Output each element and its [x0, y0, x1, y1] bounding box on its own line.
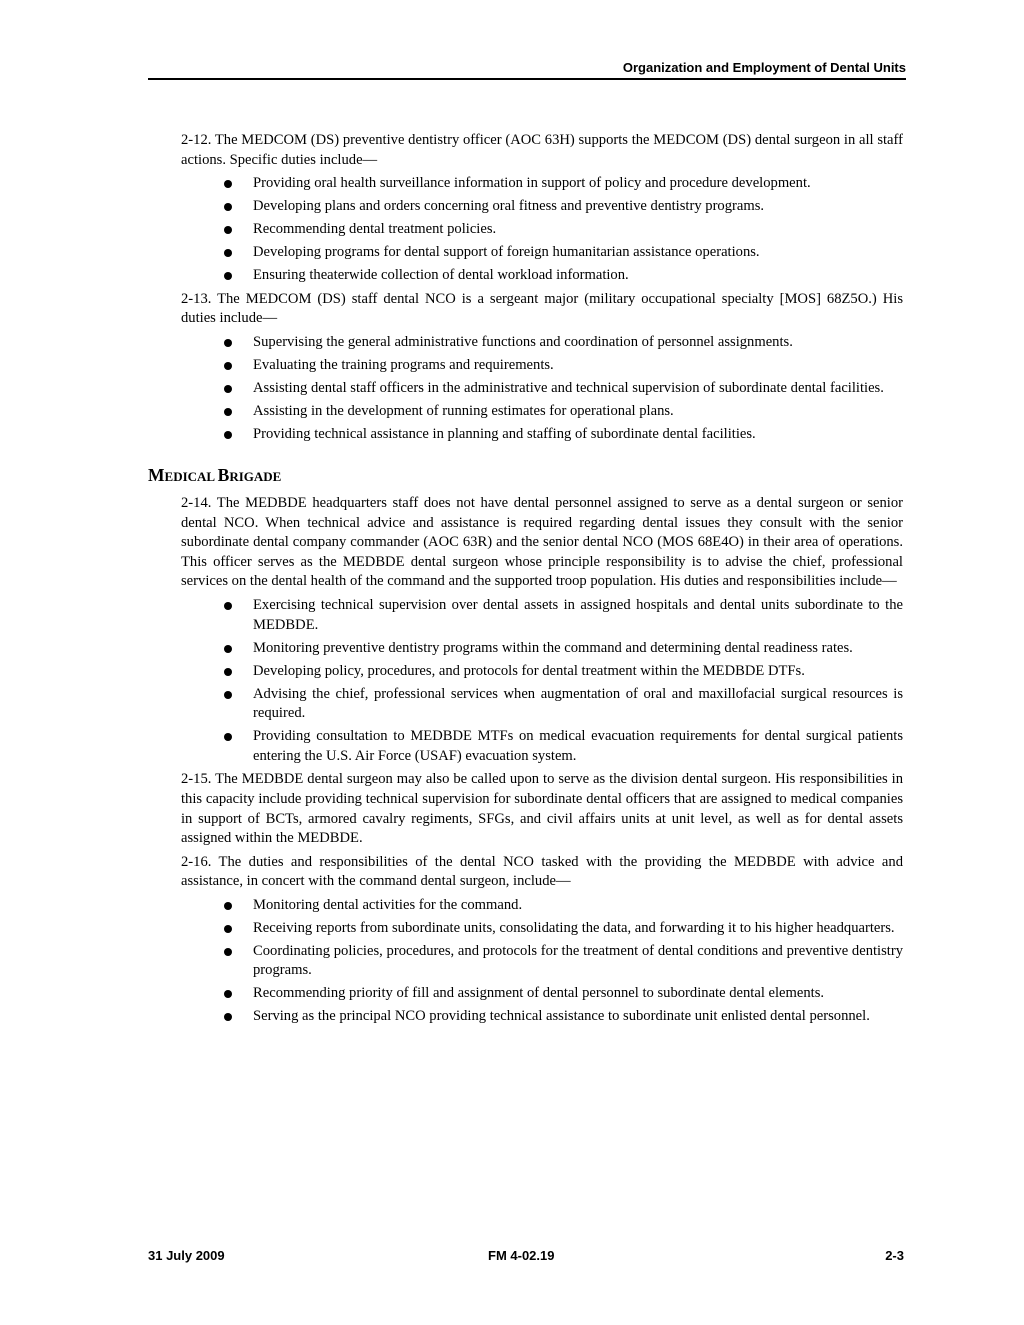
list-item-text: Providing technical assistance in planning and staffing of subordinate dental facilities. [253, 425, 756, 442]
bullet-dot-icon [224, 990, 232, 998]
bullet-list [181, 596, 903, 766]
list-item [253, 984, 903, 1004]
bullet-dot-icon [224, 249, 232, 257]
list-item [253, 685, 903, 724]
list-item-text: Assisting dental staff officers in the administrative and technical supervision of subordinate dental facilities. [253, 379, 884, 396]
bullet-dot-icon [224, 602, 232, 610]
running-header [148, 60, 906, 80]
bullet-dot-icon [224, 948, 232, 956]
list-item-text: Exercising technical supervision over dental assets in assigned hospitals and dental units subordinate to the MEDBDE. [253, 597, 903, 633]
paragraph: 2-12. The MEDCOM (DS) preventive dentistry officer (AOC 63H) supports the MEDCOM (DS) dental surgeon in all staff actions. Specific duties include— [181, 132, 903, 168]
list-item-text: Supervising the general administrative functions and coordination of personnel assignments. [253, 333, 793, 350]
list-item [253, 1007, 903, 1027]
bullet-dot-icon [224, 645, 232, 653]
list-item-text: Developing programs for dental support of foreign humanitarian assistance operations. [253, 244, 760, 261]
footer-manual: FM 4-02.19 [488, 1248, 555, 1263]
list-item-text: Assisting in the development of running estimates for operational plans. [253, 402, 674, 419]
list-item-text: Ensuring theaterwide collection of dental workload information. [253, 267, 629, 284]
list-item-text: Providing consultation to MEDBDE MTFs on medical evacuation requirements for dental surgical patients entering the U.S. Air Force (USAF) evacuation system. [253, 728, 903, 764]
paragraph: 2-15. The MEDBDE dental surgeon may also be called upon to serve as the division dental surgeon. His responsibilities in this capacity include providing technical supervision for subordinate dental officers that are assigned to medical companies in support of BCTs, armored cavalry regiments, SFGs, and civil affairs units at unit level, as well as for dental assets assigned within the MEDBDE. [181, 771, 903, 847]
list-item [253, 220, 903, 240]
bullet-dot-icon [224, 902, 232, 910]
heading-rest-b: RIGADE [229, 469, 282, 485]
page-footer [148, 1248, 904, 1266]
bullet-dot-icon [224, 668, 232, 676]
bullet-dot-icon [224, 203, 232, 211]
list-item [253, 197, 903, 217]
bullet-list [181, 174, 903, 286]
footer-page-number: 2-3 [885, 1248, 904, 1263]
bullet-list [181, 896, 903, 1027]
medical-brigade-section [181, 494, 903, 1027]
heading-initial-m: M [148, 465, 165, 486]
footer-date: 31 July 2009 [148, 1248, 225, 1263]
list-item-text: Monitoring dental activities for the command. [253, 896, 523, 913]
bullet-dot-icon [224, 385, 232, 393]
list-item-text: Serving as the principal NCO providing technical assistance to subordinate unit enlisted dental personnel. [253, 1008, 870, 1025]
bullet-dot-icon [224, 180, 232, 188]
heading-rest-m: EDICAL [164, 469, 218, 485]
list-item-text: Developing plans and orders concerning oral fitness and preventive dentistry programs. [253, 198, 765, 215]
bullet-dot-icon [224, 691, 232, 699]
list-item [253, 174, 903, 194]
list-item [253, 727, 903, 766]
heading-initial-b: B [217, 465, 230, 486]
list-item [253, 333, 903, 353]
bullet-dot-icon [224, 431, 232, 439]
bullet-dot-icon [224, 226, 232, 234]
list-item-text: Coordinating policies, procedures, and protocols for the treatment of dental conditions and preventive dentistry programs. [253, 942, 903, 979]
list-item [253, 639, 903, 659]
bullet-list [181, 333, 903, 445]
list-item [253, 662, 903, 682]
section-heading [148, 466, 903, 488]
bullet-dot-icon [224, 272, 232, 280]
list-item-text: Evaluating the training programs and requirements. [253, 356, 554, 373]
paragraph: 2-14. The MEDBDE headquarters staff does not have dental personnel assigned to serve as a dental surgeon or senior dental NCO. When technical advice and assistance is required regarding dental issues they consult with the senior subordinate dental company commander (AOC 63R) and the senior dental NCO (MOS 68E4O) in their area of operations. This officer serves as the MEDBDE dental surgeon whose principle responsibility is to advise the chief, professional services on the dental health of the command and the supported troop population. His duties and responsibilities include— [181, 495, 903, 590]
staff-section [181, 131, 903, 444]
bullet-dot-icon [224, 362, 232, 370]
list-item-text: Receiving reports from subordinate units, consolidating the data, and forwarding it to his higher headquarters. [253, 919, 895, 936]
list-item [253, 243, 903, 263]
list-item [253, 942, 903, 981]
list-item [253, 379, 903, 399]
header-title: Organization and Employment of Dental Units [622, 60, 906, 75]
list-item-text: Developing policy, procedures, and protocols for dental treatment within the MEDBDE DTFs. [253, 662, 805, 679]
list-item [253, 356, 903, 376]
paragraph: 2-16. The duties and responsibilities of the dental NCO tasked with the providing the MEDBDE with advice and assistance, in concert with the command dental surgeon, include— [181, 853, 903, 890]
list-item-text: Advising the chief, professional services when augmentation of oral and maxillofacial surgical resources is required. [253, 685, 903, 722]
list-item-text: Monitoring preventive dentistry programs within the command and determining dental readiness rates. [253, 639, 853, 656]
list-item [253, 596, 903, 635]
list-item-text: Recommending priority of fill and assignment of dental personnel to subordinate dental elements. [253, 985, 825, 1002]
list-item [253, 896, 903, 916]
list-item-text: Providing oral health surveillance information in support of policy and procedure development. [253, 175, 811, 192]
list-item [253, 266, 903, 286]
bullet-dot-icon [224, 925, 232, 933]
list-item [253, 402, 903, 422]
bullet-dot-icon [224, 733, 232, 741]
list-item-text: Recommending dental treatment policies. [253, 221, 497, 238]
bullet-dot-icon [224, 1013, 232, 1021]
list-item [253, 425, 903, 445]
list-item [253, 919, 903, 939]
paragraph: 2-13. The MEDCOM (DS) staff dental NCO is a sergeant major (military occupational specialty [MOS] 68Z5O.) His duties include— [181, 290, 903, 327]
page-body [148, 131, 903, 1031]
bullet-dot-icon [224, 339, 232, 347]
bullet-dot-icon [224, 408, 232, 416]
